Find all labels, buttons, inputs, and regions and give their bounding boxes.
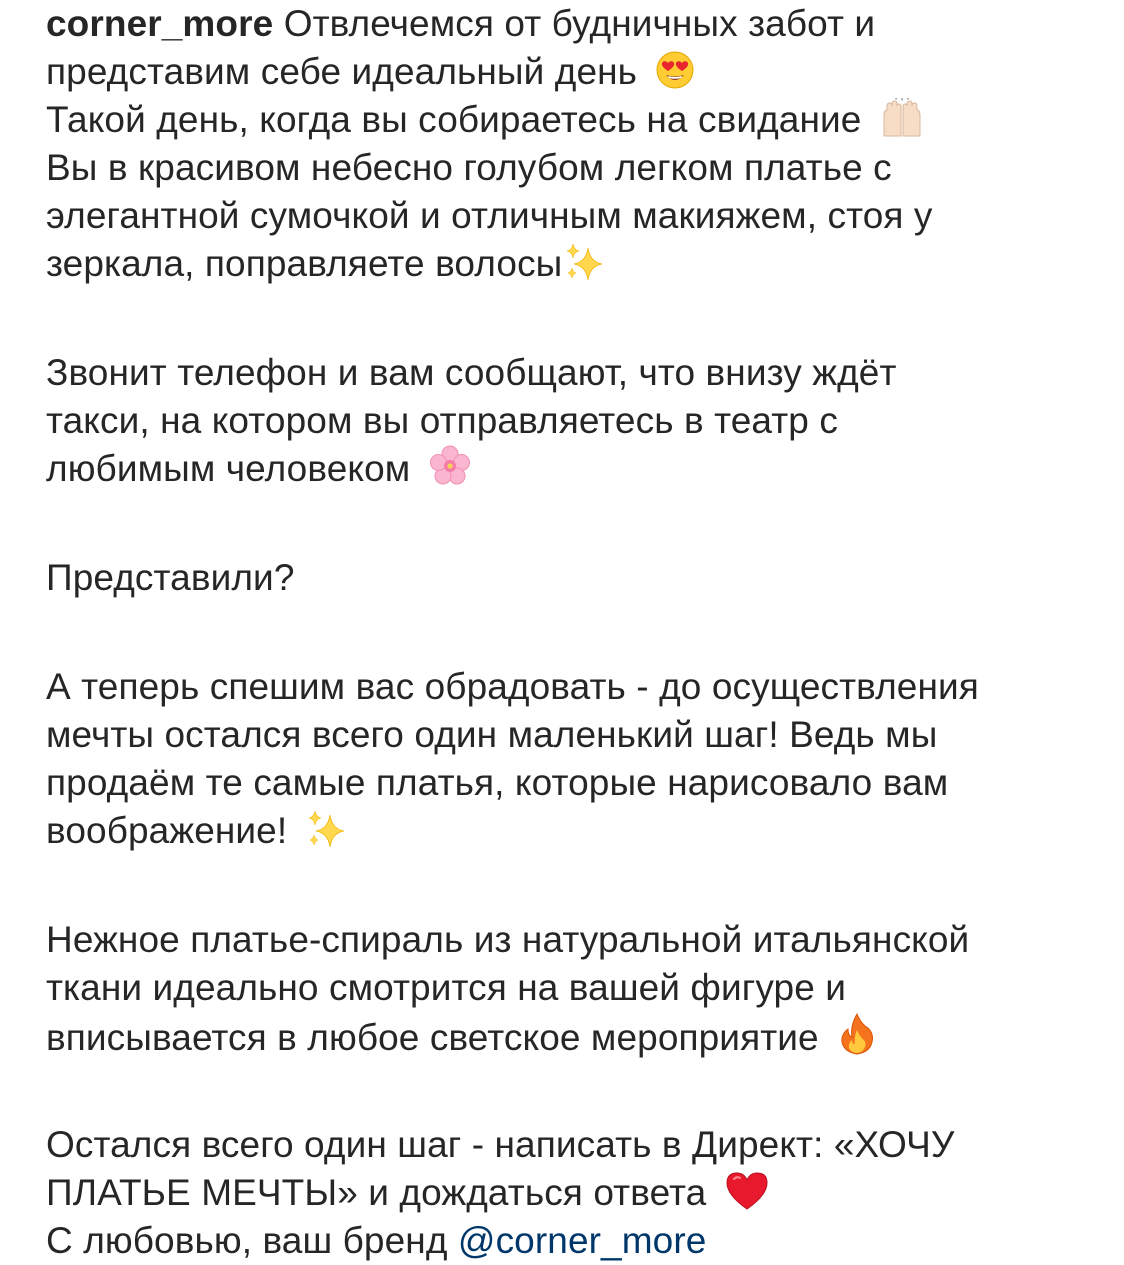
caption-text: представим себе идеальный день (46, 51, 638, 92)
caption-text: Отвлечемся от будничных забот и (283, 3, 876, 44)
caption-line (46, 240, 1106, 288)
caption-line (46, 96, 1106, 144)
caption-line (46, 807, 1106, 855)
mention-link[interactable]: @corner_more (457, 1220, 707, 1261)
caption-text: элегантной сумочкой и отличным макияжем, стоя у (46, 195, 933, 236)
caption-text: Нежное платье-спираль из натуральной итальянской (46, 919, 970, 960)
caption-line (46, 663, 1106, 711)
smiling-face-heart-eyes-icon (655, 50, 695, 90)
caption-text: А теперь спешим вас обрадовать - до осуществления (46, 666, 979, 707)
caption-text: воображение! (46, 810, 288, 851)
sparkles-icon (564, 242, 604, 282)
caption-text: ткани идеально смотрится на вашей фигуре и (46, 967, 847, 1008)
caption-line (46, 964, 1106, 1012)
caption-line (46, 144, 1106, 192)
caption-text: Представили? (46, 557, 295, 598)
sparkles-icon (306, 809, 346, 849)
caption-line (46, 759, 1106, 807)
paragraph-gap (46, 288, 1106, 349)
caption-text: С любовью, ваш бренд (46, 1220, 448, 1261)
caption-line (46, 48, 1106, 96)
caption-line (46, 1169, 1106, 1217)
paragraph-gap (46, 602, 1106, 663)
caption-line (46, 397, 1106, 445)
caption-line (46, 916, 1106, 964)
caption-line (46, 1012, 1106, 1060)
caption-text: Такой день, когда вы собираетесь на свидание (46, 99, 862, 140)
caption-text: зеркала, поправляете волосы (46, 243, 563, 284)
caption-text: Вы в красивом небесно голубом легком платье с (46, 147, 892, 188)
caption-line (46, 711, 1106, 759)
caption-text: продаём те самые платья, которые нарисовало вам (46, 762, 949, 803)
raising-hands-icon (880, 98, 924, 138)
red-heart-icon (725, 1171, 769, 1211)
caption-line (46, 192, 1106, 240)
paragraph-gap (46, 1060, 1106, 1121)
caption-text: такси, на котором вы отправляетесь в театр с (46, 400, 838, 441)
caption-text: Звонит телефон и вам сообщают, что внизу ждёт (46, 352, 897, 393)
username-link[interactable]: corner_more (46, 3, 274, 44)
caption-text: ПЛАТЬЕ МЕЧТЫ» и дождаться ответа (46, 1172, 707, 1213)
fire-icon (837, 1012, 877, 1056)
post-caption (46, 0, 1106, 1265)
caption-line (46, 0, 1106, 48)
caption-line (46, 1121, 1106, 1169)
cherry-blossom-icon (429, 445, 471, 487)
caption-line (46, 445, 1106, 493)
paragraph-gap (46, 855, 1106, 916)
caption-line (46, 554, 1106, 602)
caption-text: любимым человеком (46, 448, 411, 489)
caption-text: вписывается в любое светское мероприятие (46, 1017, 819, 1058)
caption-line (46, 349, 1106, 397)
caption-text: мечты остался всего один маленький шаг! Ведь мы (46, 714, 938, 755)
caption-text: Остался всего один шаг - написать в Директ: «ХОЧУ (46, 1124, 955, 1165)
paragraph-gap (46, 493, 1106, 554)
